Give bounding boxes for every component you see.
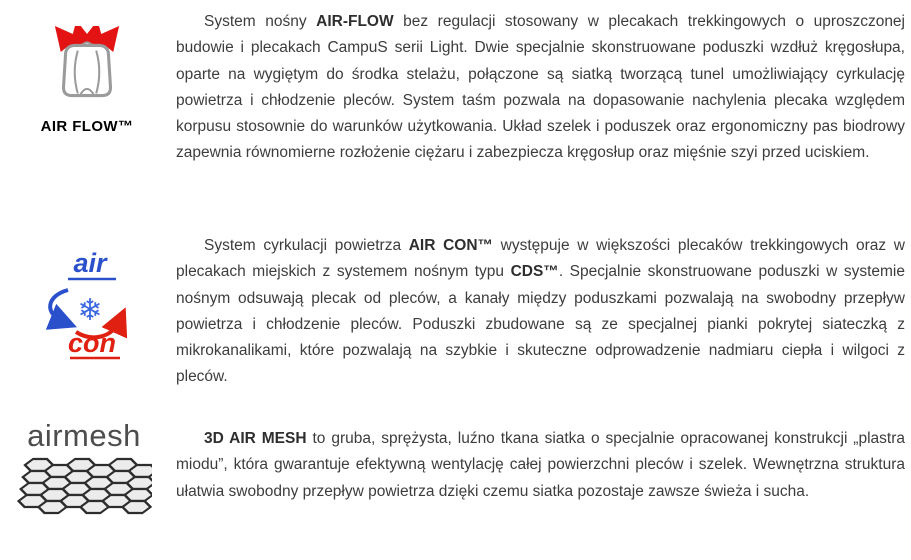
airflow-backpack-icon <box>41 26 133 114</box>
backpack-outline <box>63 42 110 95</box>
curved-arrow-blue-icon <box>50 290 68 322</box>
air-con-icon <box>32 246 142 364</box>
con-word: con <box>67 328 117 358</box>
air-flow-logo-label: AIR FLOW™ <box>40 118 134 135</box>
snowflake-icon: ❄ <box>77 293 103 328</box>
air-flow-paragraph: System nośny AIR-FLOW bez regulacji stosowany w plecakach trekkingowych o uproszczonej budowie i plecakach CampuS serii Light. Dwie specjalnie skonstruowane poduszki wzdłuż kręgosłupa, oparte na wygiętym do środka stelażu, połączone są siatką tworzącą tunel umożliwiający cyrkulację powietrza i chłodzenie pleców. System taśm pozwala na dopasowanie nachylenia plecaka względem korpusu stosownie do warunków użytkowania. Układ szelek i poduszek oraz ergonomiczny pas biodrowy zapewnia równomierne rozłożenie ciężaru i zabezpiecza kręgosłup oraz mięśnie szyi przed uciskiem. <box>176 13 906 162</box>
air-con-logo <box>26 246 148 364</box>
airmesh-logo-label: airmesh <box>27 418 141 453</box>
honeycomb-mesh-icon <box>16 457 152 519</box>
airmesh-paragraph: 3D AIR MESH to gruba, sprężysta, luźno tkana siatka o specjalnie opracowanej konstrukcji „plastra miodu”, która gwarantuje efektywną wentylację całej powierzchni pleców i szelek. Wewnętrzna struktura ułatwia swobodny przepływ powietrza dzięki czemu siatka pozostaje zawsze świeża i sucha. <box>176 430 905 500</box>
air-word: air <box>73 248 107 278</box>
airmesh-logo <box>12 420 156 519</box>
air-con-paragraph: System cyrkulacji powietrza AIR CON™ występuje w większości plecaków trekkingowych oraz w plecakach miejskich z systemem nośnym typu CDS™. Specjalnie skonstruowane poduszki w systemie nośnym odsuwają plecak od pleców, a kanały między poduszkami pozwalają na swobodny przepływ powietrza i chłodzenie pleców. Poduszki zbudowane są ze specjalnej pianki pokrytej siateczką z mikrokanalikami, które pozwalają na szybkie i skuteczne odprowadzenie nadmiaru ciepła i wilgoci z pleców. <box>176 237 905 386</box>
air-flow-logo <box>26 26 148 135</box>
honeycomb-cells <box>16 459 152 513</box>
